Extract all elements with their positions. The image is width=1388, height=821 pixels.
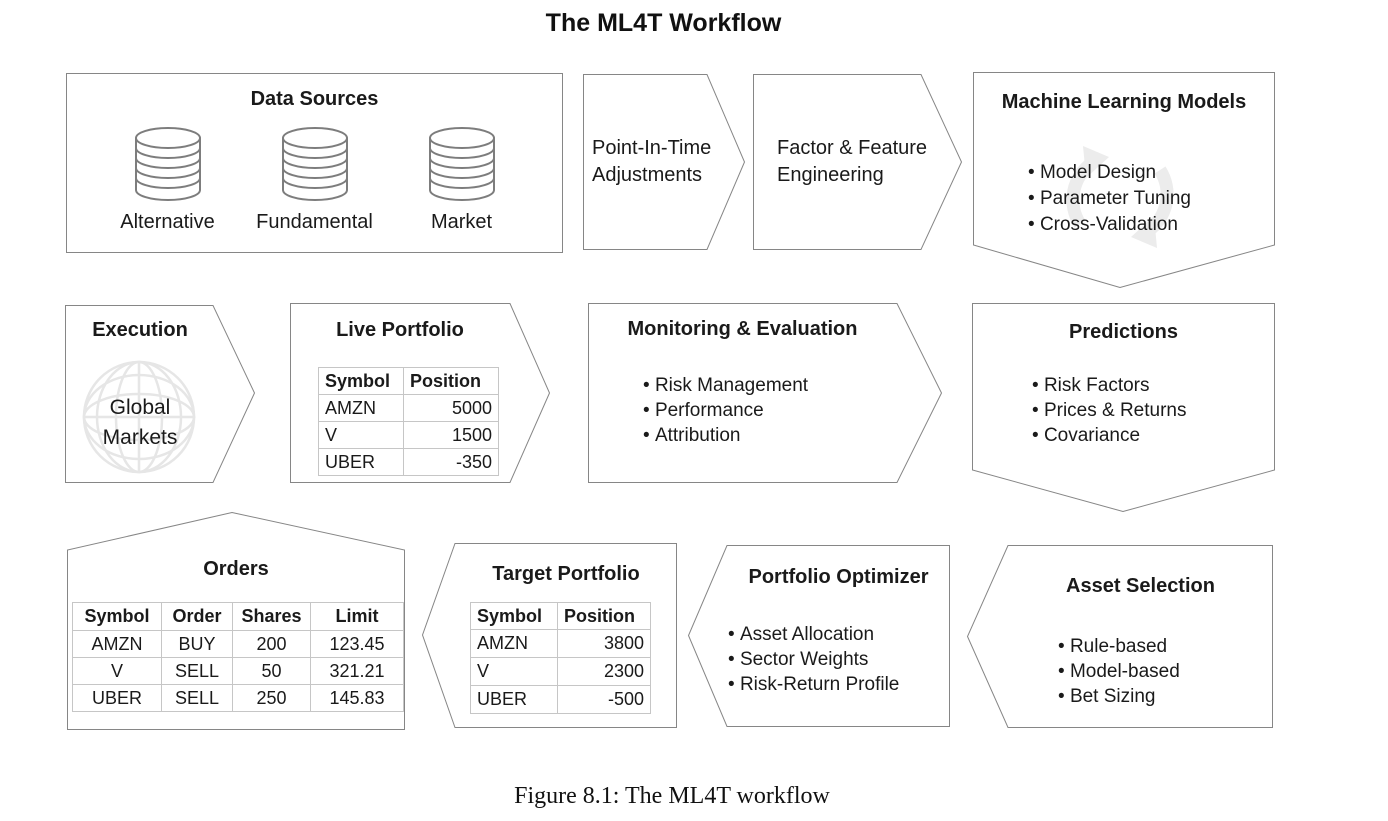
cell-order: SELL: [162, 685, 233, 712]
database-cylinder-icon: [428, 127, 496, 201]
orders-node: [67, 512, 405, 730]
data-source-alternative: [94, 127, 241, 234]
orders-title: Orders: [203, 558, 269, 580]
predictions-node: [972, 303, 1275, 512]
col-header: Symbol: [319, 368, 404, 395]
bullet-item: • Cross-Validation: [1028, 212, 1191, 238]
cell-symbol: V: [319, 422, 404, 449]
predictions-title: Predictions: [1069, 321, 1178, 343]
bullet-item: • Parameter Tuning: [1028, 186, 1191, 212]
cell-limit: 145.83: [311, 685, 404, 712]
table-row: [73, 631, 404, 658]
table-row: [319, 422, 499, 449]
execution-line2: Markets: [102, 426, 178, 449]
asset-selection-bullets: [1058, 634, 1180, 709]
page-title: The ML4T Workflow: [545, 9, 782, 37]
portfolio-optimizer-node: [688, 545, 950, 727]
cell-shares: 50: [233, 658, 311, 685]
cell-position: -350: [404, 449, 499, 476]
table-header-row: [73, 603, 404, 631]
bullet-item: • Sector Weights: [728, 647, 899, 672]
database-cylinder-icon: [281, 127, 349, 201]
predictions-bullets: [1032, 373, 1186, 448]
data-sources-node: [66, 73, 563, 253]
bullet-item: • Risk-Return Profile: [728, 672, 899, 697]
target-portfolio-node: [422, 543, 677, 728]
data-sources-items: [66, 127, 563, 234]
point-in-time-node: [583, 74, 745, 250]
cell-position: 3800: [558, 630, 651, 658]
data-source-market: [388, 127, 535, 234]
cell-position: 2300: [558, 658, 651, 686]
bullet-item: • Attribution: [643, 423, 808, 448]
table-row: [73, 658, 404, 685]
cell-position: 1500: [404, 422, 499, 449]
execution-title: Execution: [92, 319, 188, 341]
cell-order: SELL: [162, 658, 233, 685]
point-in-time-line1: Point-In-Time: [592, 137, 712, 159]
data-source-fundamental: [241, 127, 388, 234]
bullet-item: • Performance: [643, 398, 808, 423]
cell-symbol: AMZN: [319, 395, 404, 422]
monitoring-bullets: [643, 373, 808, 448]
bullet-item: • Risk Factors: [1032, 373, 1186, 398]
cell-shares: 250: [233, 685, 311, 712]
live-portfolio-title: Live Portfolio: [336, 319, 464, 341]
execution-node: [65, 305, 255, 483]
target-portfolio-table: [470, 602, 651, 714]
col-header: Symbol: [73, 603, 162, 631]
data-sources-title: Data Sources: [250, 88, 379, 110]
col-header: Limit: [311, 603, 404, 631]
factor-feature-line1: Factor & Feature: [777, 137, 928, 159]
cell-symbol: UBER: [319, 449, 404, 476]
bullet-item: • Model Design: [1028, 160, 1191, 186]
ml-models-title: Machine Learning Models: [1001, 91, 1247, 113]
point-in-time-line2: Adjustments: [592, 164, 703, 186]
cell-limit: 123.45: [311, 631, 404, 658]
ml-models-bullets: [1028, 160, 1191, 238]
portfolio-optimizer-bullets: [728, 622, 899, 697]
table-row: [73, 685, 404, 712]
cell-position: -500: [558, 686, 651, 714]
col-header: Position: [404, 368, 499, 395]
cell-symbol: UBER: [73, 685, 162, 712]
ml-models-node: [973, 72, 1275, 288]
factor-feature-node: [753, 74, 962, 250]
cell-limit: 321.21: [311, 658, 404, 685]
table-row: [471, 686, 651, 714]
cell-symbol: UBER: [471, 686, 558, 714]
table-row: [471, 658, 651, 686]
bullet-item: • Model-based: [1058, 659, 1180, 684]
bullet-item: • Rule-based: [1058, 634, 1180, 659]
factor-feature-line2: Engineering: [777, 164, 884, 186]
cell-shares: 200: [233, 631, 311, 658]
data-source-label: Alternative: [120, 211, 215, 233]
monitoring-evaluation-node: [588, 303, 942, 483]
bullet-item: • Risk Management: [643, 373, 808, 398]
table-row: [319, 449, 499, 476]
orders-table: [72, 602, 404, 712]
col-header: Position: [558, 603, 651, 630]
table-row: [471, 630, 651, 658]
bullet-item: • Bet Sizing: [1058, 684, 1180, 709]
bullet-item: • Covariance: [1032, 423, 1186, 448]
col-header: Order: [162, 603, 233, 631]
monitoring-evaluation-title: Monitoring & Evaluation: [627, 318, 858, 340]
cell-position: 5000: [404, 395, 499, 422]
cell-symbol: AMZN: [471, 630, 558, 658]
database-cylinder-icon: [134, 127, 202, 201]
bullet-item: • Prices & Returns: [1032, 398, 1186, 423]
figure-caption: Figure 8.1: The ML4T workflow: [514, 783, 830, 809]
live-portfolio-table: [318, 367, 499, 476]
bullet-item: • Asset Allocation: [728, 622, 899, 647]
col-header: Shares: [233, 603, 311, 631]
table-header-row: [471, 603, 651, 630]
cell-order: BUY: [162, 631, 233, 658]
asset-selection-title: Asset Selection: [1066, 575, 1215, 597]
execution-line1: Global: [109, 396, 171, 419]
portfolio-optimizer-title: Portfolio Optimizer: [748, 566, 929, 588]
table-header-row: [319, 368, 499, 395]
table-row: [319, 395, 499, 422]
cell-symbol: AMZN: [73, 631, 162, 658]
cell-symbol: V: [73, 658, 162, 685]
asset-selection-node: [967, 545, 1273, 728]
col-header: Symbol: [471, 603, 558, 630]
cell-symbol: V: [471, 658, 558, 686]
data-source-label: Market: [430, 211, 493, 233]
target-portfolio-title: Target Portfolio: [492, 563, 640, 585]
data-source-label: Fundamental: [256, 211, 373, 233]
live-portfolio-node: [290, 303, 550, 483]
